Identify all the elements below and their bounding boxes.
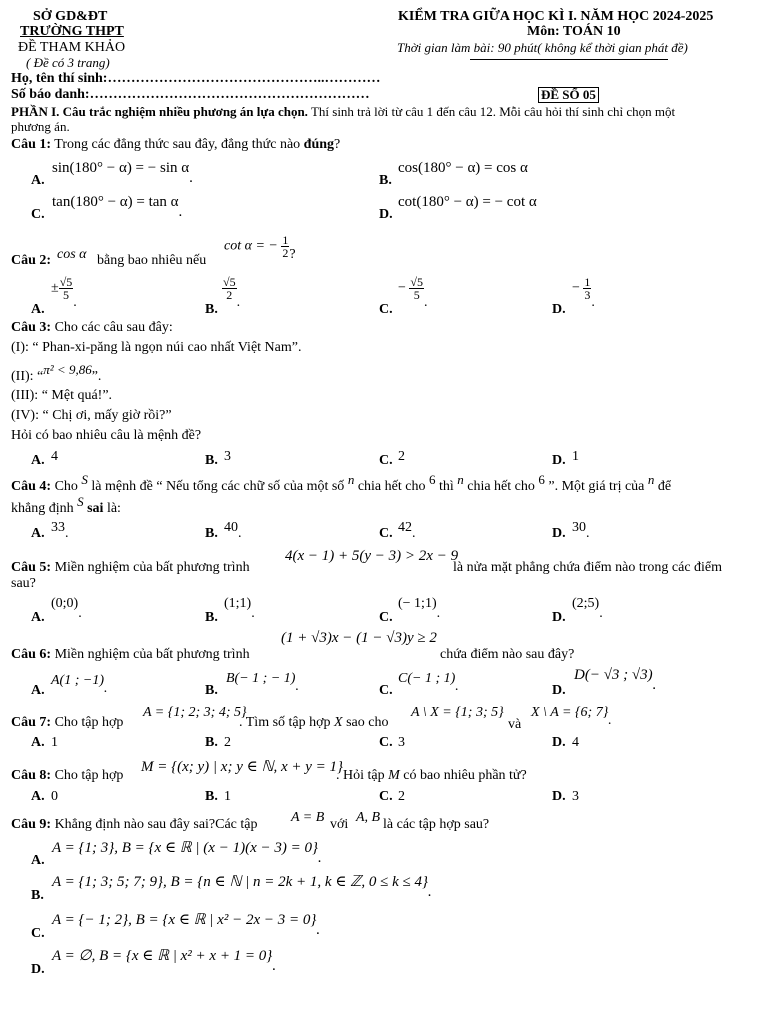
q5-opt-b-text: (1;1)	[224, 596, 252, 611]
q2-opt-d-den: 3	[584, 288, 591, 302]
q3-opt-a: 4	[51, 449, 58, 464]
header-rule	[470, 59, 668, 60]
q8-opt-b: 1	[224, 789, 231, 804]
q6-opt-b-text: B(− 1 ; − 1)	[226, 671, 296, 686]
q1-stem	[11, 137, 340, 153]
q4-six-1: 6	[428, 472, 436, 487]
q5-opt-d-text: (2;5)	[572, 596, 600, 611]
q5-opt-c-label: C.	[379, 610, 393, 625]
q3-stem	[11, 320, 173, 336]
q1-opt-a-dot: .	[189, 170, 193, 186]
q6-opt-c-label: C.	[379, 683, 393, 698]
q7-t3: sao cho	[342, 715, 389, 730]
q4-opt-a-dot: .	[65, 526, 69, 541]
q8-opt-d-label: D.	[552, 789, 566, 804]
q7-opt-d-label: D.	[552, 735, 566, 750]
q5-opt-b-dot: .	[251, 606, 255, 621]
q2-opt-b-dot: .	[236, 294, 241, 310]
q6-opt-d-dot: .	[652, 677, 657, 693]
q2-opt-c-frac	[409, 276, 424, 301]
part1-desc: Thí sinh trả lời từ câu 1 đến câu 12. Mỗi câu hỏi thí sinh chỉ chọn một	[307, 104, 676, 119]
q3-opt-b: 3	[224, 449, 231, 464]
q2-opt-b	[222, 275, 241, 310]
q9-opt-b-text: A = {1; 3; 5; 7; 9}, B = {n ∈ ℕ | n = 2k + 1, k ∈ ℤ, 0 ≤ k ≤ 4}	[52, 874, 428, 890]
q7-opt-b-label: B.	[205, 735, 218, 750]
q6-opt-d	[574, 667, 657, 693]
q6-opt-a-text: A(1 ; −1)	[51, 673, 104, 688]
q6-opt-b-dot: .	[295, 679, 299, 694]
q7-t1: Cho tập hợp	[51, 715, 124, 730]
candidate-name-line: Họ, tên thí sinh:………………………………………..…………	[11, 71, 381, 86]
q7-stem-part1	[11, 715, 123, 731]
q6-t1: Miền nghiệm của bất phương trình	[51, 647, 250, 662]
q8-opt-b-label: B.	[205, 789, 218, 804]
q1-opt-a-label: A.	[31, 173, 45, 188]
q4-t5: chia hết cho	[463, 479, 539, 494]
q9-opt-d	[52, 946, 277, 974]
q2-opt-a-den: 5	[62, 288, 69, 302]
q1-label: Câu 1:	[11, 137, 52, 152]
q8-opt-c: 2	[398, 789, 405, 804]
q8-opt-a-label: A.	[31, 789, 45, 804]
q2-opt-c-label: C.	[379, 302, 393, 317]
exam-code-badge: ĐỀ SỐ 05	[538, 87, 599, 103]
q7-X: X	[334, 715, 343, 730]
q6-opt-b	[226, 671, 299, 694]
q3-ii-pre: (II): “	[11, 369, 44, 384]
q4-t1: Cho	[51, 479, 82, 494]
q2-opt-a-label: A.	[31, 302, 45, 317]
header-ref: ĐỀ THAM KHẢO	[18, 40, 126, 55]
q2-cond-den: 2	[282, 246, 289, 260]
q5-opt-b-label: B.	[205, 610, 218, 625]
q5-t2: là nửa mặt phẳng chứa điểm nào trong các điểm	[453, 560, 723, 575]
q6-label: Câu 6:	[11, 647, 52, 662]
q3-statement-iv: (IV): “ Chị ơi, mấy giờ rồi?”	[11, 408, 172, 423]
q1-opt-c-label: C.	[31, 207, 45, 222]
q4-label: Câu 4:	[11, 479, 52, 494]
q2-opt-a	[51, 275, 77, 310]
q3-opt-c: 2	[398, 449, 405, 464]
q5-t3: sau?	[11, 576, 36, 591]
part1-heading	[11, 104, 675, 120]
q6-opt-c	[398, 671, 459, 694]
q4-opt-d	[572, 520, 590, 541]
q7-opt-a: 1	[51, 735, 58, 750]
q4-t4: thì	[435, 479, 458, 494]
q6-t2: chứa điểm nào sau đây?	[440, 647, 575, 662]
q2-cond-tail: ?	[289, 246, 296, 262]
exam-subject: Môn: TOÁN 10	[527, 24, 621, 39]
part1-title: PHẦN I. Câu trắc nghiệm nhiều phương án lựa chọn.	[11, 104, 308, 119]
q1-text: Trong các đẳng thức sau đây, đẳng thức nào	[51, 137, 304, 152]
q7-opt-c-label: C.	[379, 735, 393, 750]
q4-opt-c-label: C.	[379, 526, 393, 541]
part1-desc2: phương án.	[11, 119, 70, 134]
q6-opt-b-label: B.	[205, 683, 218, 698]
q2-label: Câu 2:	[11, 253, 52, 268]
q4-opt-b-dot: .	[238, 526, 242, 541]
q2-opt-b-label: B.	[205, 302, 218, 317]
q2-opt-c	[398, 275, 428, 310]
q9-opt-d-text: A = ∅, B = {x ∈ ℝ | x² + x + 1 = 0}	[52, 948, 273, 964]
q9-opt-a-dot: .	[317, 850, 322, 866]
q8-set-M: M = {(x; y) | x; y ∈ ℕ, x + y = 1}	[141, 759, 344, 775]
q1-opt-d: cot(180° − α) = − cot α	[398, 194, 537, 210]
q8-t1: Cho tập hợp	[51, 768, 124, 783]
q7-t5: .	[608, 713, 612, 728]
q4-six-2: 6	[538, 472, 545, 487]
q4-line2a: khẳng định	[11, 501, 78, 516]
q9-opt-a-text: A = {1; 3}, B = {x ∈ ℝ | (x − 1)(x − 3) = 0}	[52, 840, 318, 856]
q9-A-B: A, B	[356, 810, 381, 825]
q4-opt-a	[51, 520, 69, 541]
q7-condition-1: A \ X = {1; 3; 5}	[411, 705, 504, 720]
q9-opt-a-label: A.	[31, 853, 45, 868]
q5-label: Câu 5:	[11, 560, 52, 575]
q3-statement-ii	[11, 362, 102, 385]
q6-opt-a-label: A.	[31, 683, 45, 698]
q3-question: Hỏi có bao nhiêu câu là mệnh đề?	[11, 428, 202, 443]
q2-opt-a-pre: ±	[51, 280, 59, 296]
q6-opt-d-text: D(− √3 ; √3)	[574, 667, 653, 683]
q6-opt-a-dot: .	[104, 681, 108, 696]
q6-opt-c-text: C(− 1 ; 1)	[398, 671, 456, 686]
q4-line2c: là:	[103, 501, 121, 516]
q4-stem-line2	[11, 494, 121, 517]
q3-opt-a-label: A.	[31, 453, 45, 468]
q4-opt-a-text: 33	[51, 520, 65, 535]
q9-label: Câu 9:	[11, 817, 52, 832]
q8-t3: có bao nhiêu phần tử?	[399, 768, 527, 783]
q8-opt-a: 0	[51, 789, 58, 804]
q9-opt-b-label: B.	[31, 888, 44, 903]
q8-label: Câu 8:	[11, 768, 52, 783]
q8-t2: . Hỏi tập	[336, 768, 389, 783]
q5-opt-a-dot: .	[78, 606, 82, 621]
q6-inequality: (1 + √3)x − (1 − √3)y ≥ 2	[281, 630, 437, 646]
q4-line2b: sai	[83, 501, 104, 516]
q4-t6: ”. Một giá trị của	[544, 479, 648, 494]
q4-opt-b	[224, 520, 242, 541]
q2-opt-c-den: 5	[413, 288, 420, 302]
q4-stem	[11, 472, 672, 495]
q2-cos: cos α	[57, 247, 87, 262]
q9-opt-c-text: A = {− 1; 2}, B = {x ∈ ℝ | x² − 2x − 3 = 0}	[52, 912, 317, 928]
q4-t7: để	[654, 479, 672, 494]
q4-opt-d-dot: .	[586, 526, 590, 541]
q7-condition-2	[531, 705, 612, 728]
q2-opt-d	[572, 275, 595, 310]
q9-opt-b	[52, 872, 432, 900]
candidate-id-line: Số báo danh:……………………………………………………	[11, 87, 370, 102]
q5-opt-d-label: D.	[552, 610, 566, 625]
q9-stem-part1	[11, 817, 258, 833]
q7-set-A: A = {1; 2; 3; 4; 5}	[143, 705, 247, 720]
q3-ii-math: π² < 9,86	[43, 362, 92, 377]
q3-label: Câu 3:	[11, 320, 52, 335]
q4-opt-b-text: 40	[224, 520, 238, 535]
q2-opt-c-pre: −	[398, 280, 406, 296]
q3-opt-d-label: D.	[552, 453, 566, 468]
q8-stem-part2	[336, 768, 527, 784]
q3-statement-i: (I): “ Phan-xi-păng là ngọn núi cao nhất Việt Nam”.	[11, 340, 302, 355]
q5-opt-c-text: (− 1;1)	[398, 596, 437, 611]
q1-opt-a	[52, 160, 193, 186]
q2-opt-d-num: 1	[584, 275, 591, 289]
q9-A-eq-B: A = B	[291, 810, 325, 825]
q9-t3: là các tập hợp sau?	[383, 817, 490, 832]
q9-t1: Khẳng định nào sau đây sai?Các tập	[51, 817, 258, 832]
q4-opt-c	[398, 520, 416, 541]
q1-opt-b: cos(180° − α) = cos α	[398, 160, 528, 176]
q1-opt-c-text: tan(180° − α) = tan α	[52, 194, 179, 210]
q4-S-2: S	[77, 494, 84, 509]
q2-cond-num: 1	[282, 233, 289, 247]
q1-tail: ?	[334, 137, 341, 152]
q4-t3: chia hết cho	[354, 479, 429, 494]
q4-opt-c-text: 42	[398, 520, 412, 535]
q9-opt-d-label: D.	[31, 962, 45, 977]
q4-opt-c-dot: .	[412, 526, 416, 541]
q7-opt-c: 3	[398, 735, 405, 750]
q8-opt-c-label: C.	[379, 789, 393, 804]
q1-opt-c	[52, 194, 183, 220]
q2-cond-text: cot α = −	[224, 238, 278, 254]
q2-opt-d-dot: .	[591, 294, 595, 310]
q2-opt-c-dot: .	[424, 294, 428, 310]
q5-opt-a-label: A.	[31, 610, 45, 625]
q7-and: và	[508, 717, 522, 732]
q3-statement-iii: (III): “ Mệt quá!”.	[11, 388, 113, 403]
exam-title: KIỂM TRA GIỮA HỌC KÌ I. NĂM HỌC 2024-2025	[398, 9, 714, 24]
header-school: TRƯỜNG THPT	[20, 24, 124, 39]
q2-opt-b-num: √5	[223, 275, 236, 289]
q2-opt-b-frac	[222, 276, 237, 301]
q5-opt-c-dot: .	[436, 606, 441, 621]
q2-opt-a-frac	[59, 276, 74, 301]
q5-opt-a	[51, 596, 82, 621]
q1-opt-a-text: sin(180° − α) = − sin α	[52, 160, 190, 176]
q2-opt-a-dot: .	[73, 294, 77, 310]
q7-condition-2-text: X \ A = {6; 7}	[531, 705, 609, 720]
q1-emph: đúng	[303, 137, 335, 152]
q7-t2: . Tìm số tập hợp	[239, 715, 335, 730]
q1-opt-b-label: B.	[379, 173, 392, 188]
q9-opt-d-dot: .	[272, 958, 277, 974]
q5-t1: Miền nghiệm của bất phương trình	[51, 560, 250, 575]
q4-opt-b-label: B.	[205, 526, 218, 541]
q3-opt-c-label: C.	[379, 453, 393, 468]
q2-opt-a-num: √5	[59, 275, 73, 289]
q9-opt-a	[52, 838, 322, 866]
q2-opt-d-label: D.	[552, 302, 566, 317]
q4-S: S	[81, 472, 88, 487]
q6-stem	[11, 647, 250, 663]
q5-opt-a-text: (0;0)	[51, 596, 79, 611]
header-pages: ( Đề có 3 trang)	[26, 55, 110, 70]
q5-opt-d-dot: .	[599, 606, 603, 621]
q6-opt-a	[51, 673, 108, 696]
q7-opt-a-label: A.	[31, 735, 45, 750]
q9-t2: với	[330, 817, 349, 832]
q5-opt-d	[572, 596, 603, 621]
q8-M: M	[388, 768, 400, 783]
q4-n-1: n	[347, 472, 355, 487]
q2-opt-b-den: 2	[226, 288, 233, 302]
exam-time: Thời gian làm bài: 90 phút( không kể thời gian phát đề)	[397, 40, 688, 55]
q3-opt-d: 1	[572, 449, 579, 464]
q7-stem-part2	[239, 715, 389, 731]
q3-opt-b-label: B.	[205, 453, 218, 468]
q4-opt-d-label: D.	[552, 526, 566, 541]
q2-condition	[224, 233, 296, 262]
header-dept: SỞ GD&ĐT	[33, 9, 108, 24]
q3-text: Cho các câu sau đây:	[51, 320, 173, 335]
q7-opt-d: 4	[572, 735, 579, 750]
q4-n-3: n	[647, 472, 655, 487]
q2-text: bằng bao nhiêu nếu	[97, 253, 207, 268]
q7-opt-b: 2	[224, 735, 231, 750]
q9-opt-c-dot: .	[316, 922, 321, 938]
q4-opt-a-label: A.	[31, 526, 45, 541]
q5-opt-b	[224, 596, 255, 621]
q4-n-2: n	[457, 472, 464, 487]
q1-opt-c-dot: .	[178, 204, 183, 220]
q5-stem	[11, 560, 250, 576]
q5-opt-c	[398, 596, 441, 621]
q7-label: Câu 7:	[11, 715, 52, 730]
q9-opt-b-dot: .	[427, 884, 432, 900]
q6-opt-c-dot: .	[455, 679, 459, 694]
q4-opt-d-text: 30	[572, 520, 586, 535]
q2-opt-d-pre: −	[572, 280, 580, 296]
q2-stem	[11, 253, 51, 269]
q8-opt-d: 3	[572, 789, 579, 804]
q2-opt-c-num: √5	[410, 275, 423, 289]
q8-stem-part1	[11, 768, 123, 784]
q9-opt-c	[52, 910, 321, 938]
q3-ii-post: ”.	[91, 369, 102, 384]
q5-inequality: 4(x − 1) + 5(y − 3) > 2x − 9	[285, 548, 459, 564]
q6-opt-d-label: D.	[552, 683, 566, 698]
q9-opt-c-label: C.	[31, 926, 45, 941]
q4-t2: là mệnh đề “ Nếu tổng các chữ số của một số	[87, 479, 348, 494]
q1-opt-d-label: D.	[379, 207, 393, 222]
